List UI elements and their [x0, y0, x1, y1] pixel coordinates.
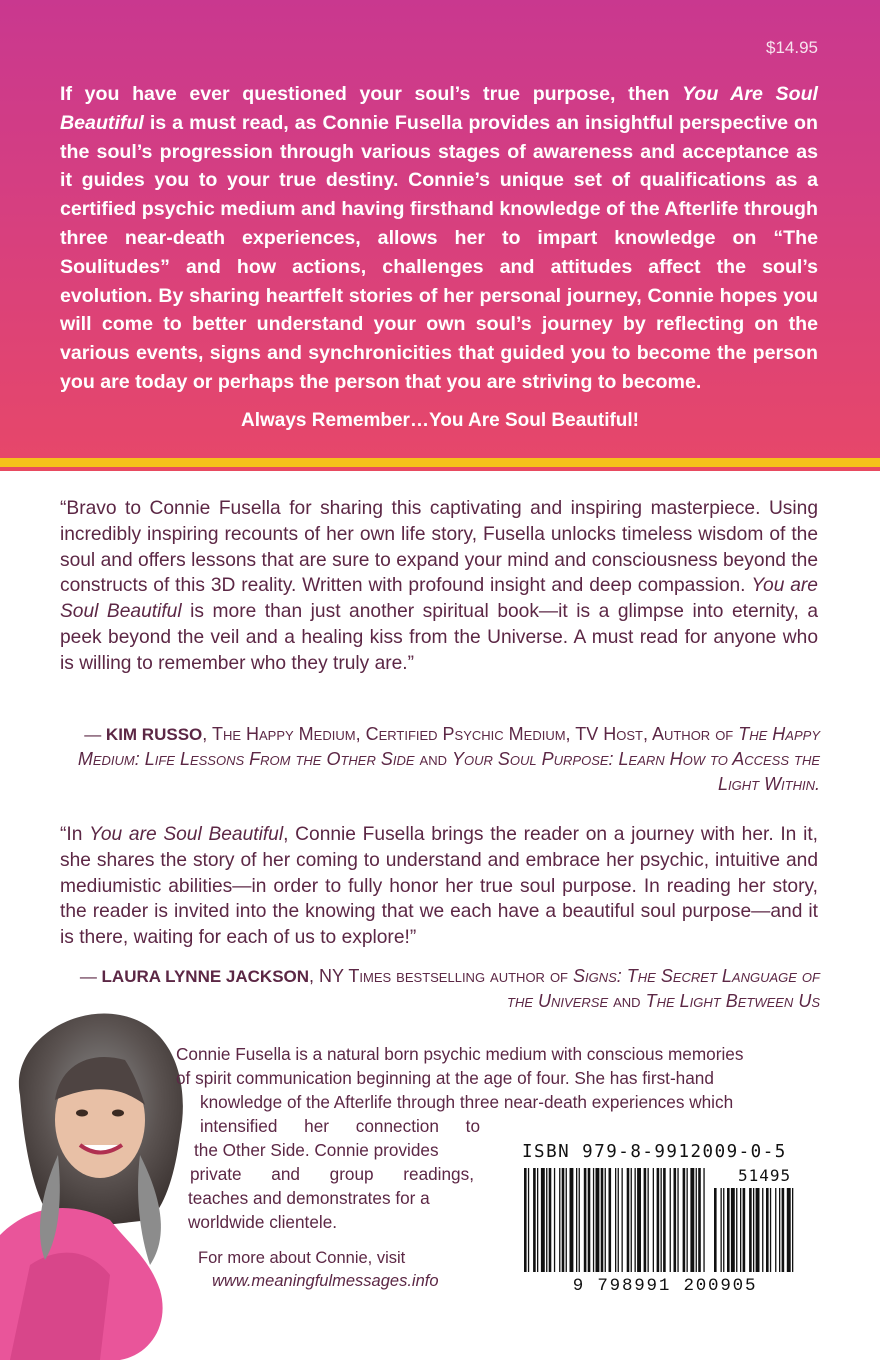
- barcode-bar: [677, 1168, 678, 1272]
- author-bio-line: teaches and demonstrates for a: [188, 1188, 430, 1208]
- barcode-bar: [670, 1168, 671, 1272]
- barcode-addon-bar: [762, 1188, 763, 1272]
- endorser-name: KIM RUSSO: [105, 725, 203, 744]
- isbn-label: ISBN 979-8-9912009-0-5: [522, 1142, 787, 1162]
- barcode-bar: [566, 1168, 567, 1272]
- author-bio-line: of spirit communication beginning at the age of four. She has first-hand: [176, 1068, 714, 1088]
- author-bio-line: Connie Fusella is a natural born psychic medium with conscious memories: [176, 1044, 744, 1064]
- barcode-addon-bar: [782, 1188, 785, 1272]
- author-bio-line: private and group readings,: [190, 1164, 474, 1184]
- barcode-bar: [588, 1168, 591, 1272]
- barcode-addon-bar: [743, 1188, 746, 1272]
- barcode-bar: [528, 1168, 529, 1272]
- barcode-addon-bar: [787, 1188, 791, 1272]
- book-title-italic: You Are Soul Beautiful: [60, 83, 818, 134]
- barcode-bar: [537, 1168, 538, 1272]
- barcode-bar: [609, 1168, 612, 1272]
- endorsement-attribution-2: — LAURA LYNNE JACKSON, NY Times bestselling author of Signs: The Secret Language of the Universe and The Light Between Us: [79, 966, 820, 1011]
- website-intro: For more about Connie, visit: [198, 1249, 406, 1267]
- barcode-bar: [618, 1168, 619, 1272]
- author-bio-line: worldwide clientele.: [188, 1212, 338, 1232]
- barcode-addon-bar: [749, 1188, 752, 1272]
- barcode-bar: [601, 1168, 604, 1272]
- barcode-bar: [541, 1168, 545, 1272]
- barcode-bar: [648, 1168, 649, 1272]
- divider-stripe-yellow: [0, 458, 880, 467]
- barcode-bar: [615, 1168, 616, 1272]
- barcode-addon-bar: [727, 1188, 730, 1272]
- barcode-bar: [596, 1168, 600, 1272]
- barcode-bar: [637, 1168, 641, 1272]
- barcode-bar: [554, 1168, 555, 1272]
- tagline: Always Remember…You Are Soul Beautiful!: [240, 410, 640, 431]
- barcode-addon-bar: [714, 1188, 717, 1272]
- barcode-bar: [593, 1168, 594, 1272]
- barcode-bar: [698, 1168, 701, 1272]
- barcode-addon-bar: [731, 1188, 735, 1272]
- barcode-addon-bar: [779, 1188, 780, 1272]
- barcode-bar: [562, 1168, 565, 1272]
- author-bio-line: knowledge of the Afterlife through three near-death experiences which: [200, 1092, 734, 1112]
- endorsement-quote-2: “In You are Soul Beautiful, Connie Fusella brings the reader on a journey with her. In it, she shares the story of her coming to understand and embrace her psychic, intuitive and mediumistic abilities—in order to fully honor her true soul purpose. In reading her story, the reader is invited into the knowing that we each have a beautiful soul purpose—and it is there, waiting for each of us to explore!”: [60, 824, 818, 949]
- barcode-bar: [576, 1168, 577, 1272]
- barcode-bar: [622, 1168, 623, 1272]
- price-code: 51495: [738, 1166, 792, 1185]
- barcode-bar: [533, 1168, 536, 1272]
- barcode-bar: [605, 1168, 606, 1272]
- barcode-bar: [687, 1168, 688, 1272]
- barcode-bar: [657, 1168, 660, 1272]
- author-bio-line: the Other Side. Connie provides: [194, 1140, 439, 1160]
- barcode-addon-bar: [792, 1188, 793, 1272]
- endorsement-attribution-1: — KIM RUSSO, The Happy Medium, Certified Psychic Medium, TV Host, Author of The Happy Medium: Life Lessons From the Other Side and Your Soul Purpose: Learn How to Access the Light Within.: [77, 724, 820, 794]
- barcode-bar: [690, 1168, 694, 1272]
- barcode-bar: [584, 1168, 587, 1272]
- barcode-bar: [663, 1168, 666, 1272]
- barcode-addon-bar: [736, 1188, 737, 1272]
- endorser-name: LAURA LYNNE JACKSON: [101, 967, 310, 986]
- barcode-addon-bar: [753, 1188, 754, 1272]
- barcode-bars: [514, 1168, 816, 1278]
- barcode-addon-bar: [775, 1188, 776, 1272]
- barcode-bar: [549, 1168, 552, 1272]
- barcode-addon-bar: [766, 1188, 769, 1272]
- barcode-bar: [579, 1168, 580, 1272]
- barcode-bar: [627, 1168, 630, 1272]
- barcode-bar: [653, 1168, 654, 1272]
- endorsement-quote-1: “Bravo to Connie Fusella for sharing this captivating and inspiring masterpiece. Using incredibly inspiring recounts of her own life story, Fusella unlocks timeless wisdom of the soul and offers lessons that are sure to expand your mind and consciousness beyond the constructs of this 3D reality. Written with profound insight and deep compassion. You are Soul Beautiful is more than just another spiritual book—it is a glimpse into eternity, a peek beyond the veil and a healing kiss from the Universe. A must read for anyone who is willing to remember who they truly are.”: [60, 498, 818, 674]
- barcode-bar: [546, 1168, 547, 1272]
- barcode-bar: [674, 1168, 677, 1272]
- barcode-bar: [635, 1168, 636, 1272]
- barcode-bar: [696, 1168, 697, 1272]
- barcode-bar: [570, 1168, 574, 1272]
- barcode-bar: [559, 1168, 560, 1272]
- author-bio-line: intensified her connection to: [200, 1116, 480, 1136]
- author-photo: [0, 1005, 200, 1360]
- ean-digits: 9 798991 200905: [572, 1276, 758, 1296]
- barcode-bar: [683, 1168, 686, 1272]
- barcode-addon-bar: [756, 1188, 760, 1272]
- barcode-addon-bar: [740, 1188, 741, 1272]
- book-blurb: If you have ever questioned your soul’s true purpose, then You Are Soul Beautiful is a must read, as Connie Fusella provides an insightful perspective on the soul’s progression through various stages of awareness and acceptance as it guides you to your true destiny. Connie’s unique set of qualifications as a certified psychic medium and having firsthand knowledge of the Afterlife through three near-death experiences, allows her to impart knowledge on “The Soulitudes” and how actions, challenges and attitudes affect the soul’s evolution. By sharing heartfelt stories of her personal journey, Connie hopes you will come to better understand your own soul’s journey by reflecting on the various events, signs and synchronicities that guided you to become the person you are today or perhaps the person that you are striving to become.: [60, 83, 818, 393]
- barcode-addon-bar: [721, 1188, 722, 1272]
- barcode-bar: [631, 1168, 632, 1272]
- barcode-bar: [524, 1168, 527, 1272]
- barcode-bar: [644, 1168, 647, 1272]
- divider-stripe-red: [0, 467, 880, 471]
- barcode-bar: [661, 1168, 662, 1272]
- barcode-bar: [703, 1168, 704, 1272]
- price-label: $14.95: [766, 38, 818, 57]
- back-cover-top-band: [0, 0, 880, 458]
- barcode-addon-bar: [770, 1188, 771, 1272]
- author-website-link[interactable]: www.meaningfulmessages.info: [212, 1272, 439, 1290]
- barcode-addon-bar: [723, 1188, 724, 1272]
